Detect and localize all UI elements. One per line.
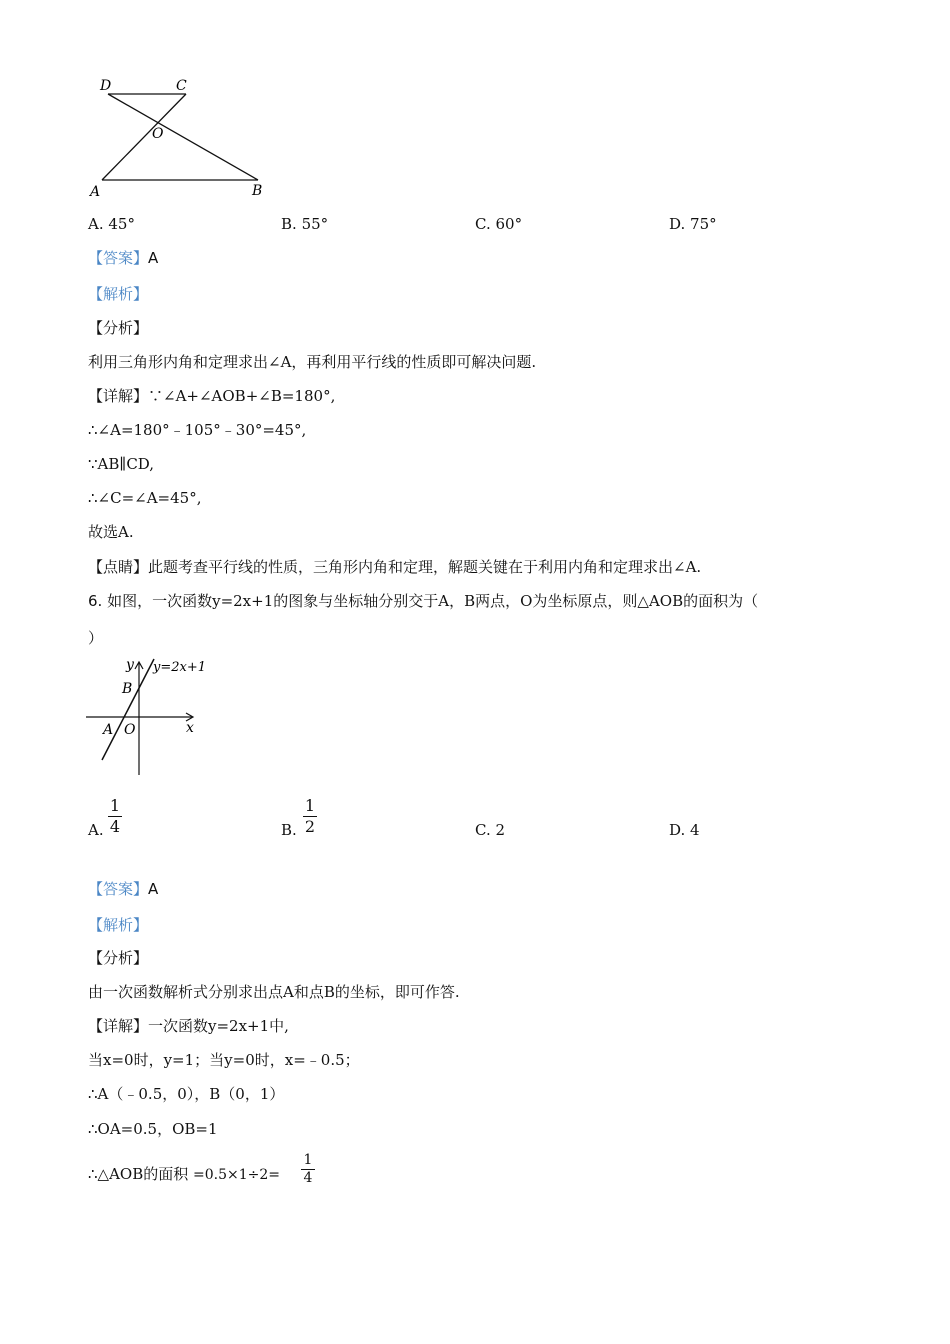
geometry-figure-1 [88,74,273,202]
q6-option-b-letter: B. [281,821,297,839]
q6-detail-line-2: 当x=0时，y=1；当y=0时，x=﹣0.5； [88,1051,360,1069]
q6-question-line-2: ） [88,629,104,647]
q6-area-fraction [301,1153,315,1186]
answer-tag: 【答案】 [88,880,149,898]
q5-detail-line-4: ∴∠C=∠A=45°, [88,489,202,507]
option-text: 75° [690,215,717,233]
q6-option-a-fraction [108,797,122,836]
q5-option-d [669,214,717,234]
detail-tag: 【详解】 [88,387,149,405]
label-c: C [176,78,187,94]
origin-label: O [124,722,136,738]
fraction-numerator: 1 [304,796,316,815]
question-text: 如图，一次函数y=2x+1的图象与坐标轴分别交于A，B两点，O为坐标原点，则△AOB的面积为（ [107,592,759,610]
fraction-denominator: 4 [109,817,121,836]
option-text: 60° [495,215,523,233]
q6-option-b-fraction [303,797,317,836]
label-o: O [152,126,164,142]
answer-tag: 【答案】 [88,249,149,267]
q5-option-a [88,214,135,234]
question-number: 6. [88,592,103,610]
q6-detail-line-5 [88,1164,280,1185]
q6-fenxi-tag: 【分析】 [88,949,149,967]
option-text: 2 [495,821,506,839]
q5-fenxi-tag: 【分析】 [88,319,149,337]
q6-option-c [475,820,505,840]
q6-detail-line-4: ∴OA=0.5，OB=1 [88,1120,218,1138]
q5-dianjing [88,557,701,577]
q5-option-b [281,214,328,234]
detail-text: ∵∠A+∠AOB+∠B=180°, [148,387,336,405]
option-letter: C. [475,215,491,233]
q5-detail-line-5: 故选A. [88,523,134,541]
q6-analysis-tag: 【解析】 [88,916,149,934]
label-b: B [252,183,263,199]
q5-analysis-tag: 【解析】 [88,285,149,303]
x-axis-label: x [186,720,194,736]
q5-detail-line-3: ∵AB∥CD, [88,455,155,473]
option-letter: A. [88,215,104,233]
fraction-numerator: 1 [303,1152,313,1168]
q5-detail-line-1 [88,386,335,406]
label-d: D [100,78,112,94]
dianjing-tag: 【点睛】 [88,558,149,576]
q5-answer [88,248,158,268]
segment-ac [102,94,186,180]
fraction-denominator: 2 [304,817,316,836]
y-axis-label: y [126,657,134,673]
q5-option-c [475,214,522,234]
dianjing-text: 此题考查平行线的性质，三角形内角和定理，解题关键在于利用内角和定理求出∠A. [148,558,702,576]
segment-db [108,94,258,180]
option-text: 45° [108,215,135,233]
function-line [102,659,154,760]
answer-value: A [148,249,159,267]
label-a: A [90,184,101,200]
fraction-denominator: 4 [303,1170,313,1186]
area-prefix: ∴△AOB的面积 [88,1165,189,1183]
option-letter: D. [669,215,686,233]
q6-detail-line-1 [88,1016,289,1036]
q6-option-a-letter: A. [88,821,104,839]
function-label: y=2x+1 [153,660,207,675]
answer-value: A [148,880,159,898]
q5-detail-line-2: ∴∠A=180°﹣105°﹣30°=45°, [88,421,307,439]
q6-option-d [669,820,700,840]
q6-question-line-1 [88,591,758,611]
detail-text: 一次函数y=2x+1中, [148,1017,289,1035]
option-letter: B. [281,215,297,233]
option-letter: C. [475,821,491,839]
fraction-numerator: 1 [109,796,121,815]
q6-detail-line-3: ∴A（﹣0.5，0），B（0，1） [88,1085,285,1103]
point-b-label: B [122,681,133,697]
option-letter: D. [669,821,686,839]
q6-fenxi-text: 由一次函数解析式分别求出点A和点B的坐标，即可作答. [88,983,460,1001]
option-text: 55° [301,215,329,233]
function-graph-figure [84,655,219,780]
detail-tag: 【详解】 [88,1017,149,1035]
point-a-label: A [103,722,114,738]
q5-fenxi-text: 利用三角形内角和定理求出∠A，再利用平行线的性质即可解决问题. [88,353,537,371]
option-text: 4 [690,821,700,839]
area-expression: =0.5×1÷2= [193,1167,281,1183]
q6-answer [88,879,158,899]
